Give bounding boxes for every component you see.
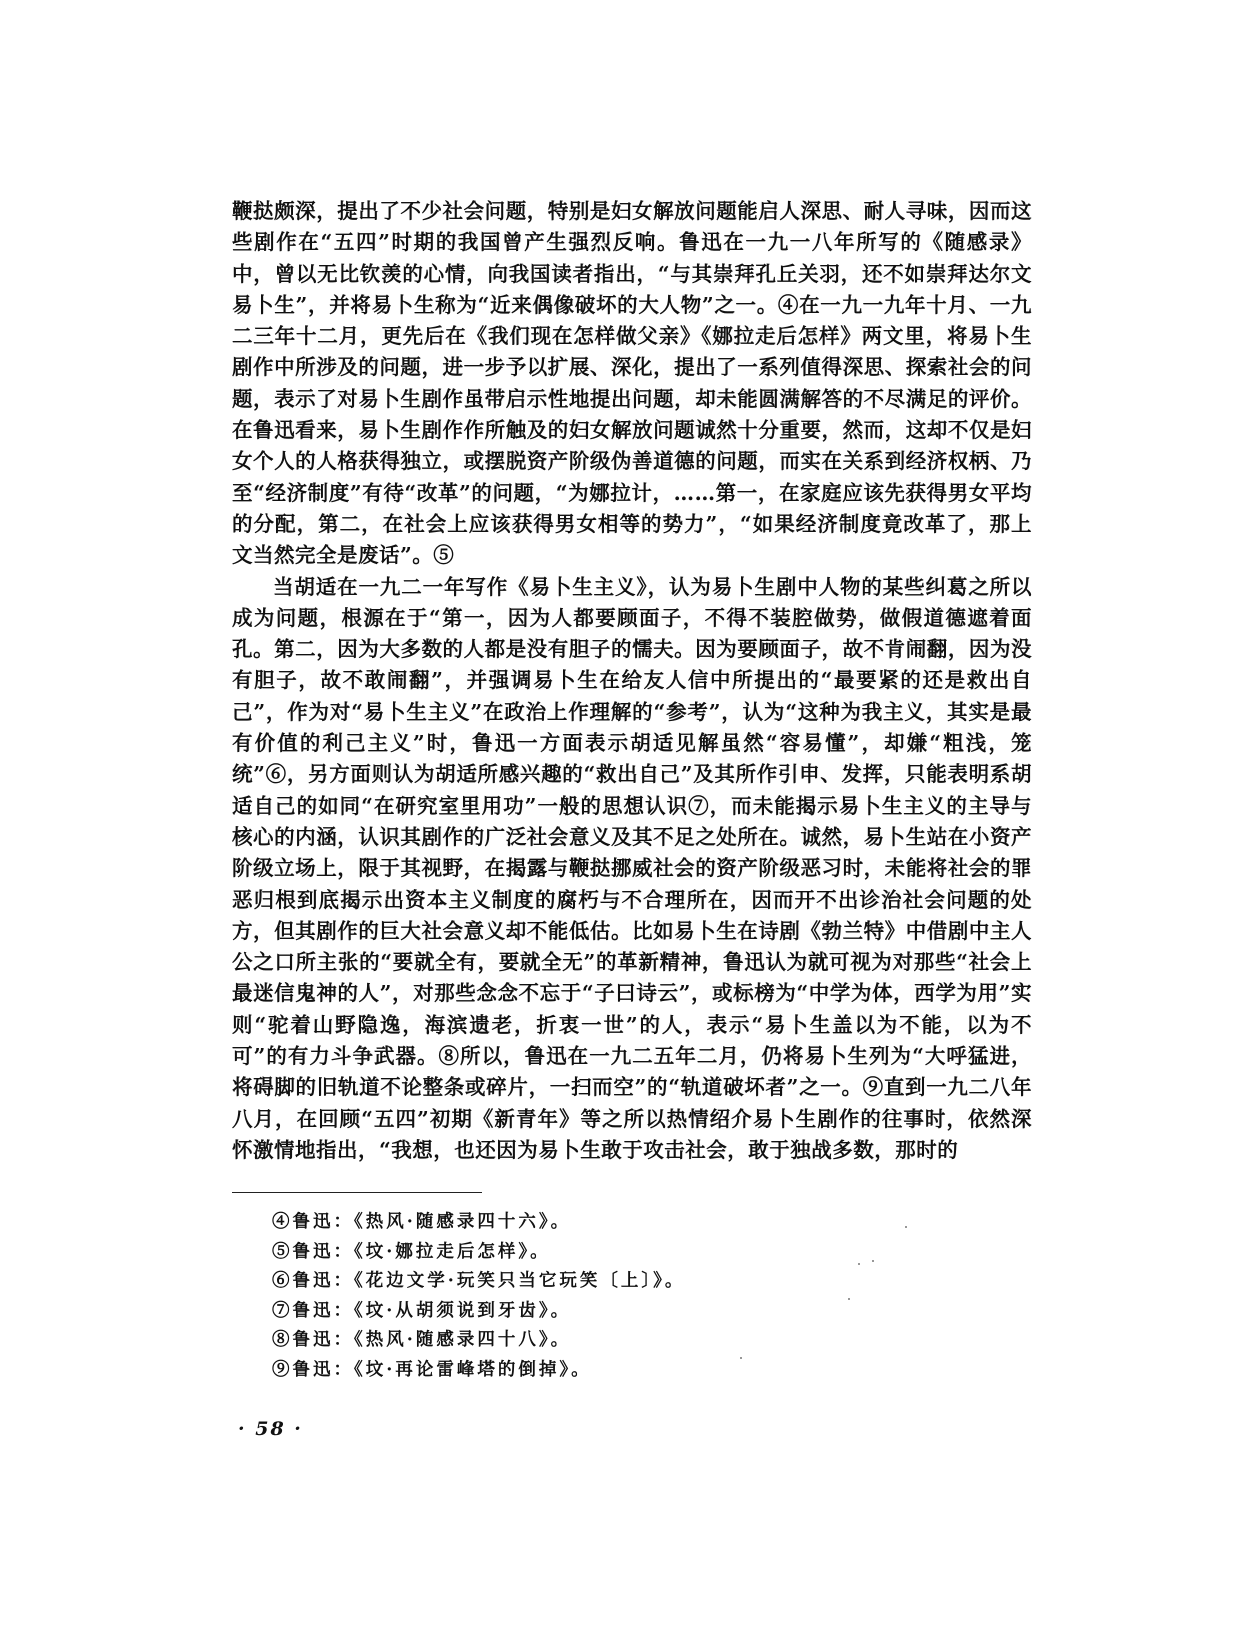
scan-speck: [872, 1260, 874, 1262]
scan-speck: [905, 1226, 907, 1228]
paragraph-continued: 鞭挞颇深，提出了不少社会问题，特别是妇女解放问题能启人深思、耐人寻味，因而这些剧作在“五四”时期的我国曾产生强烈反响。鲁迅在一九一八年所写的《随感录》中，曾以无比钦羡的心情，向我国读者指出，“与其崇拜孔丘关羽，还不如崇拜达尔文易卜生”，并将易卜生称为“近来偶像破坏的大人物”之一。④在一九一九年十月、一九二三年十二月，更先后在《我们现在怎样做父亲》《娜拉走后怎样》两文里，将易卜生剧作中所涉及的问题，进一步予以扩展、深化，提出了一系列值得深思、探索社会的问题，表示了对易卜生剧作虽带启示性地提出问题，却未能圆满解答的不尽满足的评价。在鲁迅看来，易卜生剧作作所触及的妇女解放问题诚然十分重要，然而，这却不仅是妇女个人的人格获得独立，或摆脱资产阶级伪善道德的问题，而实在关系到经济权柄、乃至“经济制度”有待“改革”的问题，“为娜拉计，……第一，在家庭应该先获得男女平均的分配，第二，在社会上应该获得男女相等的势力”，“如果经济制度竟改革了，那上文当然完全是废话”。⑤: [232, 199, 1032, 568]
footnote-4: ④鲁迅：《热风·随感录四十六》。: [272, 1212, 572, 1232]
footnote-7: ⑦鲁迅：《坟·从胡须说到牙齿》。: [272, 1300, 572, 1321]
footnote-divider: [232, 1192, 482, 1193]
footnote-6: ⑥鲁迅：《花边文学·玩笑只当它玩笑〔上〕》。: [272, 1271, 686, 1292]
scan-speck: [740, 1357, 742, 1359]
footnote-8: ⑧鲁迅：《热风·随感录四十八》。: [272, 1330, 572, 1351]
footnotes-list: [272, 1208, 972, 1386]
footnote-5: ⑤鲁迅：《坟·娜拉走后怎样》。: [272, 1241, 551, 1262]
footnote-9: ⑨鲁迅：《坟·再论雷峰塔的倒掉》。: [272, 1359, 592, 1380]
paragraph-hu-shi: 当胡适在一九二一年写作《易卜生主义》，认为易卜生剧中人物的某些纠葛之所以成为问题，根源在于“第一，因为人都要顾面子，不得不装腔做势，做假道德遮着面孔。第二，因为大多数的人都是没有胆子的懦夫。因为要顾面子，故不肯闹翻，因为没有胆子，故不敢闹翻”，并强调易卜生在给友人信中所提出的“最要紧的还是救出自己”，作为对“易卜生主义”在政治上作理解的“参考”，认为“这种为我主义，其实是最有价值的利己主义”时，鲁迅一方面表示胡适见解虽然“容易懂”，却嫌“粗浅，笼统”⑥，另方面则认为胡适所感兴趣的“救出自己”及其所作引申、发挥，只能表明系胡适自己的如同“在研究室里用功”一般的思想认识⑦，而未能揭示易卜生主义的主导与核心的内涵，认识其剧作的广泛社会意义及其不足之处所在。诚然，易卜生站在小资产阶级立场上，限于其视野，在揭露与鞭挞挪威社会的资产阶级恶习时，未能将社会的罪恶归根到底揭示出资本主义制度的腐朽与不合理所在，因而开不出诊治社会问题的处方，但其剧作的巨大社会意义却不能低估。比如易卜生在诗剧《勃兰特》中借剧中主人公之口所主张的“要就全有，要就全无”的革新精神，鲁迅认为就可视为对那些“社会上最迷信鬼神的人”，对那些念念不忘于“子曰诗云”，或标榜为“中学为体，西学为用”实则“驼着山野隐逸，海滨遗老，折衷一世”的人，表示“易卜生盖以为不能，以为不可”的有力斗争武器。⑧所以，鲁迅在一九二五年二月，仍将易卜生列为“大呼猛进，将碍脚的旧轨道不论整条或碎片，一扫而空”的“轨道破坏者”之一。⑨直到一九二八年八月，在回顾“五四”初期《新青年》等之所以热情绍介易卜生剧作的往事时，依然深怀激情地指出，“我想，也还因为易卜生敢于攻击社会，敢于独战多数，那时的: [232, 574, 1032, 1162]
page-number: · 58 ·: [238, 1418, 303, 1440]
scan-speck: [858, 1263, 860, 1265]
scan-speck: [848, 1298, 850, 1300]
body-text: [232, 196, 1032, 1166]
